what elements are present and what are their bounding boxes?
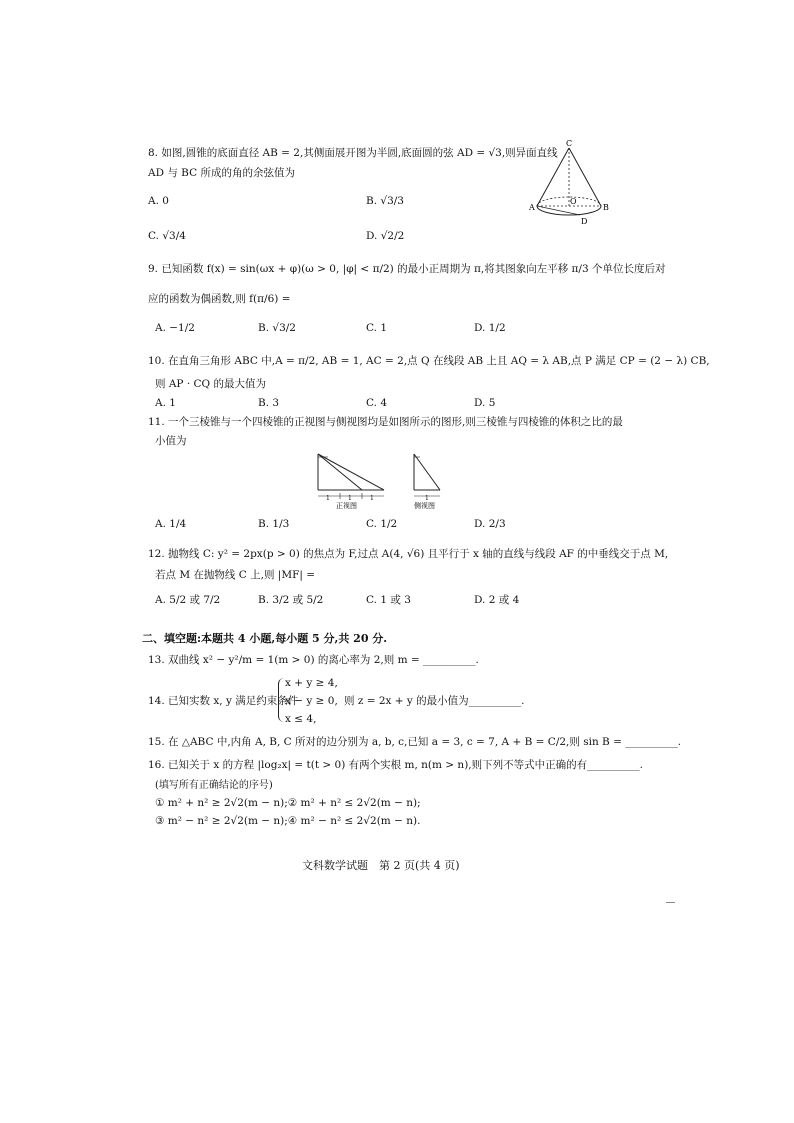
q10-option-d: D. 5	[474, 397, 496, 409]
q9-option-d: D. 1/2	[474, 322, 506, 334]
q16-line1: 16. 已知关于 x 的方程 |log₂x| = t(t > 0) 有两个实根 m, n(m > n),则下列不等式中正确的有__________.	[148, 759, 643, 771]
q8-option-c: C. √3/4	[148, 230, 186, 242]
q14-prefix: 14. 已知实数 x, y 满足约束条件	[148, 695, 299, 707]
q12-line1: 12. 抛物线 C: y² = 2px(p > 0) 的焦点为 F,过点 A(4, √6) 且平行于 x 轴的直线与线段 AF 的中垂线交于点 M,	[148, 548, 669, 560]
q9-option-c: C. 1	[366, 322, 388, 334]
q12-line2: 若点 M 在抛物线 C 上,则 |MF| =	[155, 569, 316, 581]
q14-constraint-1: x + y ≥ 4,	[285, 677, 338, 689]
q9-option-a: A. −1/2	[155, 322, 195, 334]
q11-line2: 小值为	[155, 435, 187, 447]
q11-option-a: A. 1/4	[155, 518, 187, 530]
cone-figure	[522, 138, 622, 230]
q14-suffix: 则 z = 2x + y 的最小值为__________.	[344, 695, 525, 707]
cone-label-d: D	[581, 217, 588, 226]
scan-mark	[666, 902, 675, 903]
q8-option-d: D. √2/2	[366, 230, 405, 242]
q14-constraint-2: x − y ≥ 0,	[285, 695, 338, 707]
q8-line2: AD 与 BC 所成的角的余弦值为	[148, 167, 295, 179]
q16-line3: ① m² + n² ≥ 2√2(m − n);② m² + n² ≤ 2√2(m − n);	[155, 797, 421, 809]
front-dim-2: 1	[348, 495, 352, 502]
q15-text: 15. 在 △ABC 中,内角 A, B, C 所对的边分别为 a, b, c,已知 a = 3, c = 7, A + B = C/2,则 sin B = __________.	[148, 736, 682, 748]
q16-line4: ③ m² − n² ≥ 2√2(m − n);④ m² − n² ≤ 2√2(m − n).	[155, 815, 421, 827]
q12-option-c: C. 1 或 3	[366, 594, 411, 606]
front-dim-1: 1	[326, 495, 330, 502]
q10-option-a: A. 1	[155, 397, 176, 409]
q11-option-c: C. 1/2	[366, 518, 398, 530]
q11-option-d: D. 2/3	[474, 518, 506, 530]
q10-option-b: B. 3	[258, 397, 280, 409]
front-view-label: 正视图	[336, 502, 357, 510]
q11-line1: 11. 一个三棱锥与一个四棱锥的正视图与侧视图均是如图所示的图形,则三棱锥与四棱锥的体积之比的最	[148, 416, 623, 428]
q9-line1: 9. 已知函数 f(x) = sin(ωx + φ)(ω > 0, |φ| < π/2) 的最小正周期为 π,将其图象向左平移 π/3 个单位长度后对	[148, 263, 666, 275]
cone-label-a: A	[529, 203, 535, 212]
q8-option-b: B. √3/3	[366, 195, 404, 207]
cone-label-o: O	[570, 197, 577, 206]
q10-line2: 则 AP · CQ 的最大值为	[155, 378, 266, 390]
q16-hint: (填写所有正确结论的序号)	[155, 780, 273, 791]
front-dim-3: 1	[370, 495, 374, 502]
q8-option-a: A. 0	[148, 195, 169, 207]
q12-option-d: D. 2 或 4	[474, 594, 520, 606]
q12-option-b: B. 3/2 或 5/2	[258, 594, 324, 606]
page-footer: 文科数学试题 第 2 页(共 4 页)	[302, 859, 460, 872]
cone-label-c: C	[566, 139, 573, 148]
q13-text: 13. 双曲线 x² − y²/m = 1(m > 0) 的离心率为 2,则 m = __________.	[148, 654, 479, 666]
q14-brace	[278, 678, 285, 722]
q10-line1: 10. 在直角三角形 ABC 中,A = π/2, AB = 1, AC = 2,点 Q 在线段 AB 上且 AQ = λ AB,点 P 满足 CP = (2 − λ) CB,	[148, 355, 710, 367]
section-fill-in-title: 二、填空题:本题共 4 小题,每小题 5 分,共 20 分.	[142, 632, 388, 645]
three-view-figure	[310, 448, 460, 510]
q9-option-b: B. √3/2	[258, 322, 296, 334]
side-view-label: 侧视图	[414, 502, 435, 510]
q12-option-a: A. 5/2 或 7/2	[155, 594, 221, 606]
q11-option-b: B. 1/3	[258, 518, 290, 530]
side-dim: 1	[425, 495, 429, 502]
q9-line2: 应的函数为偶函数,则 f(π/6) =	[148, 293, 291, 305]
q14-constraint-3: x ≤ 4,	[285, 713, 317, 725]
cone-label-b: B	[603, 203, 609, 212]
q8-line1: 8. 如图,圆锥的底面直径 AB = 2,其侧面展开图为半圆,底面圆的弦 AD = √3,则异面直线	[148, 147, 558, 159]
q10-option-c: C. 4	[366, 397, 388, 409]
